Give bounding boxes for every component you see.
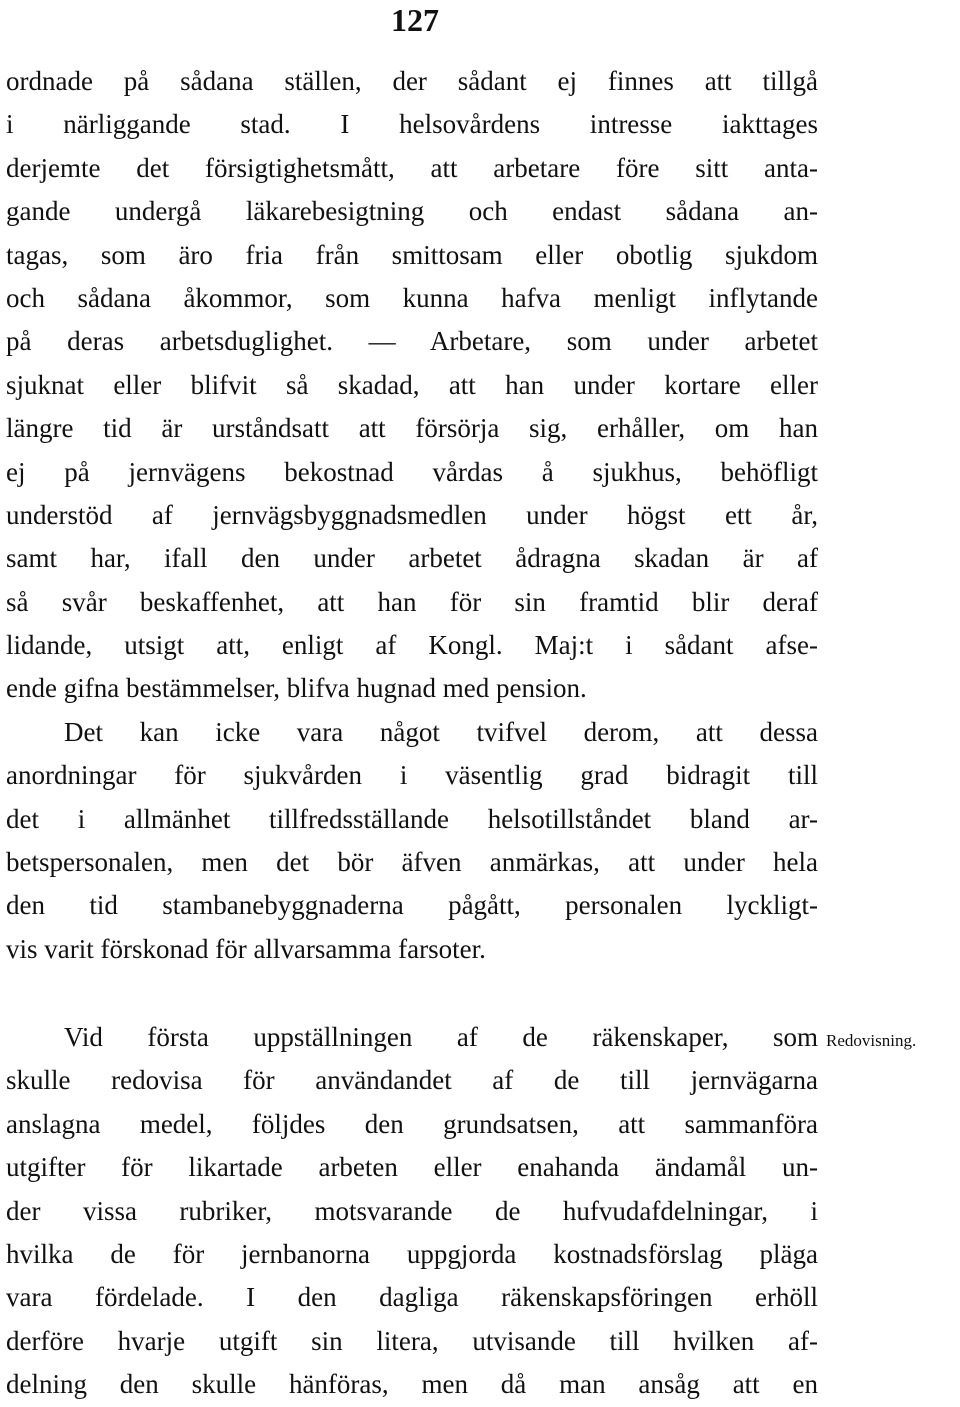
margin-note: Redovisning. [826,1031,917,1050]
text-line: och sådana åkommor, som kunna hafva menligt inflytande [6,282,818,313]
text-line: anordningar för sjukvården i väsentlig grad bidragit till [6,760,818,791]
text-line: längre tid är urståndsatt att försörja sig, erhåller, om han [6,413,818,444]
text-line: ej på jernvägens bekostnad vårdas å sjukhus, behöfligt [6,456,818,487]
text-line: derjemte det försigtighetsmått, att arbetare före sitt anta- [6,152,818,183]
text-line: sjuknat eller blifvit så skadad, att han under kortare eller [6,369,818,400]
text-line: derföre hvarje utgift sin litera, utvisande till hvilken af- [6,1325,818,1356]
text-line: delning den skulle hänföras, men då man ansåg att en [6,1369,818,1400]
text-section-redovisning [6,1016,818,1407]
text-line: i närliggande stad. I helsovårdens intresse iakttages [6,109,818,140]
page-number: 127 [391,2,439,38]
text-line: på deras arbetsduglighet. — Arbetare, som under arbetet [6,326,818,357]
text-line: understöd af jernvägsbyggnadsmedlen under högst ett år, [6,499,818,530]
text-line: hvilka de för jernbanorna uppgjorda kostnadsförslag pläga [6,1238,818,1269]
text-line: ordnade på sådana ställen, der sådant ej finnes att tillgå [6,66,818,96]
text-line: gande undergå läkarebesigtning och endast sådana an- [6,196,818,227]
text-line: vara fördelade. I den dagliga räkenskapsföringen erhöll [6,1282,818,1313]
text-line: der vissa rubriker, motsvarande de hufvudafdelningar, i [6,1195,818,1226]
text-line: det i allmänhet tillfredsställande helsotillståndet bland ar- [6,803,818,834]
text-line: Det kan icke vara något tvifvel derom, att dessa [64,716,818,747]
text-line: tagas, som äro fria från smittosam eller obotlig sjukdom [6,239,818,270]
text-line: den tid stambanebyggnaderna pågått, personalen lyckligt- [6,890,818,921]
text-line: utgifter för likartade arbeten eller enahanda ändamål un- [6,1152,818,1183]
text-line: samt har, ifall den under arbetet ådragna skadan är af [6,543,818,574]
text-line: lidande, utsigt att, enligt af Kongl. Maj:t i sådant afse- [6,630,818,661]
text-line: ende gifna bestämmelser, blifva hugnad med pension. [6,673,587,704]
text-line: vis varit förskonad för allvarsamma farsoter. [6,933,486,964]
text-line: skulle redovisa för användandet af de till jernvägarna [6,1065,818,1096]
text-line: Vid första uppställningen af de räkenskaper, som [64,1022,818,1052]
text-section-sjukvard [6,60,818,971]
text-line: anslagna medel, följdes den grundsatsen, att sammanföra [6,1108,818,1139]
text-line: betspersonalen, men det bör äfven anmärkas, att under hela [6,847,818,878]
text-line: så svår beskaffenhet, att han för sin framtid blir deraf [6,586,818,617]
